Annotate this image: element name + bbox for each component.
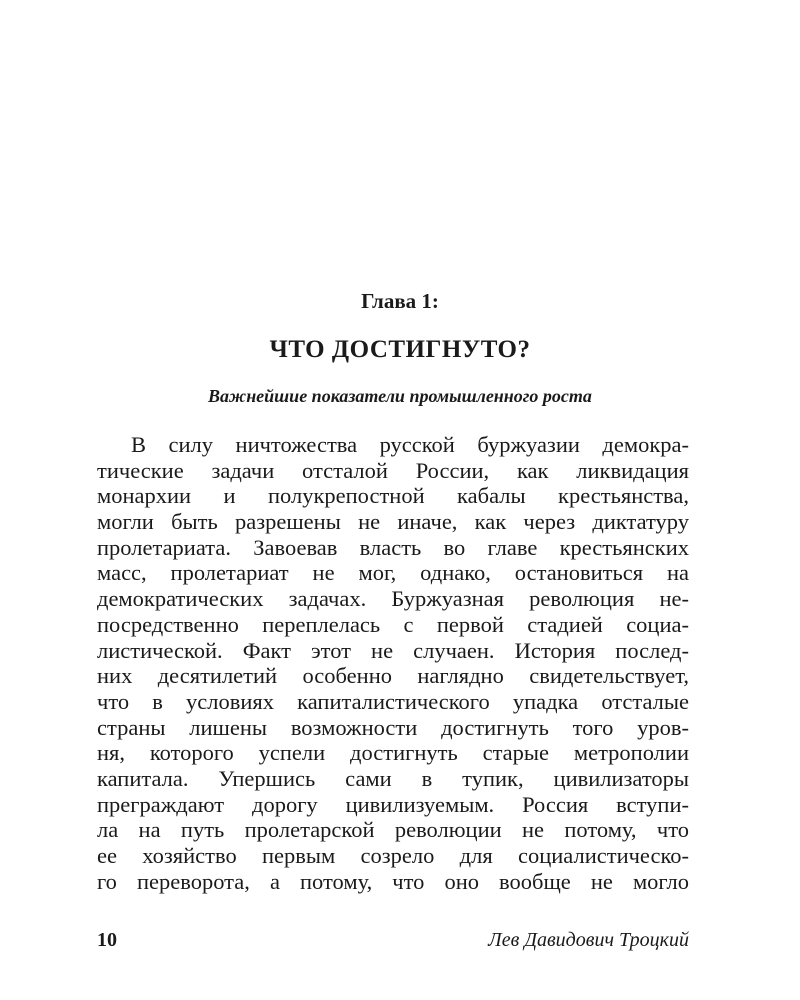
body-line: посредственно переплелась с первой стадией социа- xyxy=(97,611,689,637)
body-line: могли быть разрешены не иначе, как через диктатуру xyxy=(97,509,689,535)
chapter-label: Глава 1: xyxy=(361,289,439,313)
body-line: капитала. Упершись сами в тупик, цивилизаторы xyxy=(97,765,689,791)
body-line: преграждают дорогу цивилизуемым. Россия вступи- xyxy=(97,791,689,817)
chapter-title: ЧТО ДОСТИГНУТО? xyxy=(269,336,531,363)
section-heading: Важнейшие показатели промышленного роста xyxy=(208,386,592,406)
body-line: демократических задачах. Буржуазная революция не- xyxy=(97,586,689,612)
body-line: листической. Факт этот не случаен. История послед- xyxy=(97,637,689,663)
body-line: тические задачи отсталой России, как ликвидация xyxy=(97,457,689,483)
body-line: го переворота, а потому, что оно вообще не могло xyxy=(97,868,689,894)
page-footer xyxy=(97,926,689,954)
body-line: В силу ничтожества русской буржуазии демокра- xyxy=(131,432,689,457)
body-line: ла на путь пролетарской революции не потому, что xyxy=(97,817,689,843)
body-line: масс, пролетариат не мог, однако, остановиться на xyxy=(97,560,689,586)
running-author: Лев Давидович Троцкий xyxy=(488,929,689,951)
body-line: пролетариата. Завоевав власть во главе крестьянских xyxy=(97,534,689,560)
body-line: них десятилетий особенно наглядно свидетельствует, xyxy=(97,663,689,689)
body-line: ня, которого успели достигнуть старые метрополии xyxy=(97,740,689,766)
body-line: ее хозяйство первым созрело для социалистическо- xyxy=(97,843,689,868)
page-number: 10 xyxy=(97,929,117,951)
body-paragraph xyxy=(97,432,689,894)
body-line: что в условиях капиталистического упадка отсталые xyxy=(97,688,689,714)
body-line: страны лишены возможности достигнуть того уров- xyxy=(97,714,689,740)
body-line: монархии и полукрепостной кабалы крестьянства, xyxy=(97,483,689,509)
